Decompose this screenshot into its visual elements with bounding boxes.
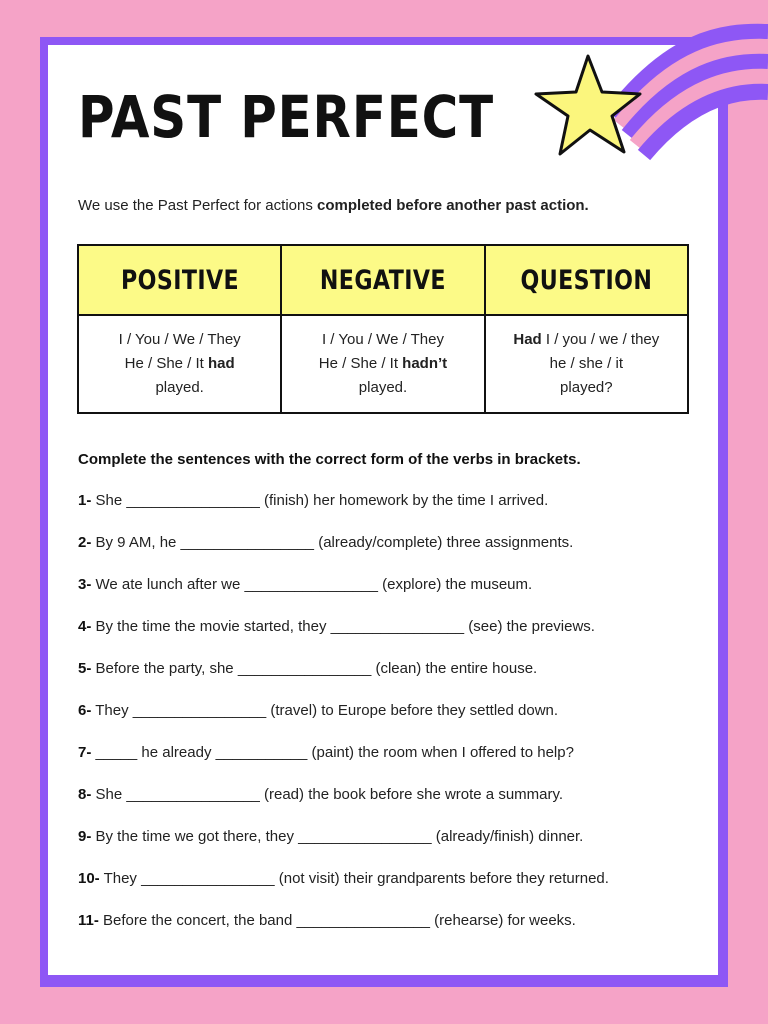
intro-bold: completed before another past action. — [317, 197, 589, 214]
exercise-item: 10- They ________________ (not visit) their grandparents before they returned. — [78, 870, 609, 887]
intro-plain: We use the Past Perfect for actions — [78, 197, 318, 214]
grammar-table — [77, 244, 689, 414]
intro-text — [78, 197, 589, 214]
exercise-item: 8- She ________________ (read) the book before she wrote a summary. — [78, 786, 564, 803]
exercise-item: 4- By the time the movie started, they ________________ (see) the previews. — [78, 618, 595, 635]
cell-negative: I / You / We / They He / She / It hadn’t played. — [281, 315, 484, 413]
table-header-row — [78, 245, 688, 315]
header-question: QUESTION — [485, 245, 688, 315]
exercise-item: 7- _____ he already ___________ (paint) the room when I offered to help? — [78, 744, 574, 761]
header-negative: NEGATIVE — [281, 245, 484, 315]
exercise-item: 9- By the time we got there, they ________________ (already/finish) dinner. — [78, 828, 584, 845]
star-icon — [536, 56, 640, 154]
cell-question: Had I / you / we / they he / she / it played? — [485, 315, 688, 413]
exercise-item: 2- By 9 AM, he ________________ (already/complete) three assignments. — [78, 534, 574, 551]
table-row — [78, 315, 688, 413]
exercise-item: 6- They ________________ (travel) to Europe before they settled down. — [78, 702, 559, 719]
exercise-item: 11- Before the concert, the band ________________ (rehearse) for weeks. — [78, 912, 576, 929]
exercise-item: 5- Before the party, she ________________ (clean) the entire house. — [78, 660, 538, 677]
page-title: PAST PERFECT — [78, 83, 495, 151]
instruction-text: Complete the sentences with the correct form of the verbs in brackets. — [78, 451, 581, 468]
shooting-star-rainbow-icon — [520, 0, 768, 180]
header-positive: POSITIVE — [78, 245, 281, 315]
cell-positive: I / You / We / They He / She / It had played. — [78, 315, 281, 413]
exercise-item: 1- She ________________ (finish) her homework by the time I arrived. — [78, 492, 549, 509]
exercise-item: 3- We ate lunch after we ________________ (explore) the museum. — [78, 576, 533, 593]
